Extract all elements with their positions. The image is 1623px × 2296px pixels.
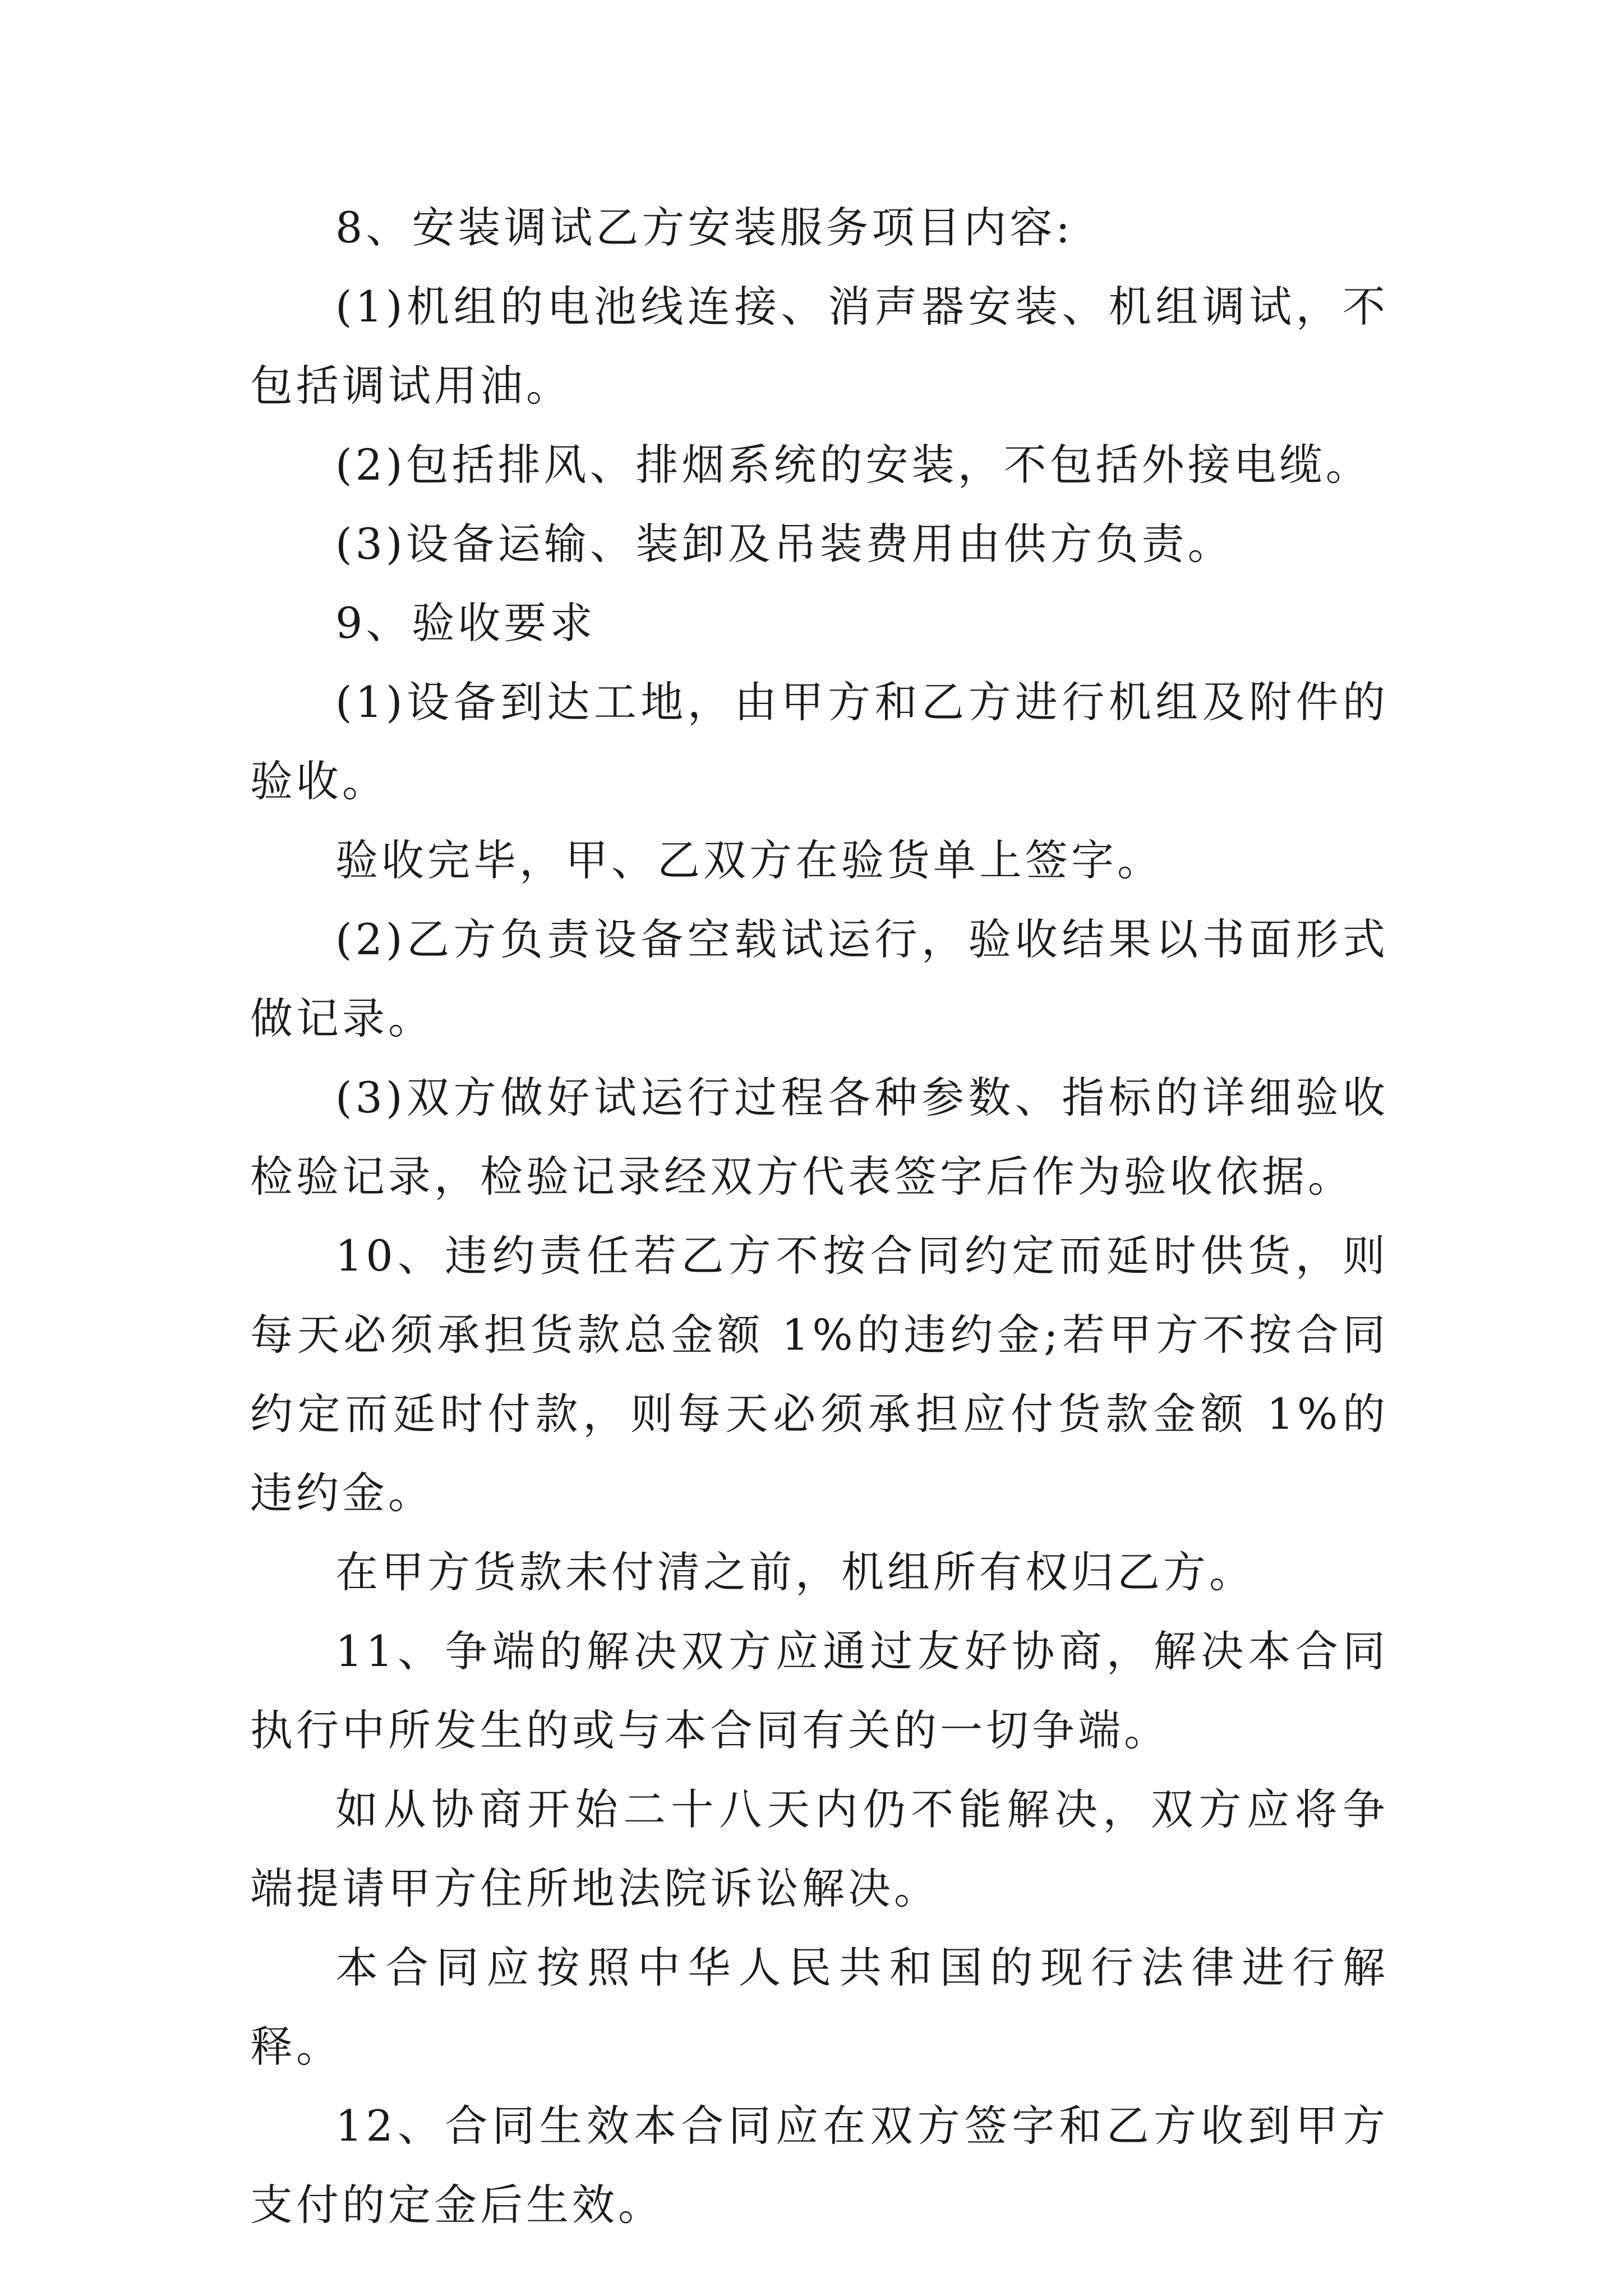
clause-9-heading: 9、验收要求 <box>335 598 596 648</box>
clause-11-litigation: 如从协商开始二十八天内仍不能解决，双方应将争端提请甲方住所地法院诉讼解决。 <box>250 1784 1389 1913</box>
clause-9-item-1: (1)设备到达工地，由甲方和乙方进行机组及附件的验收。 <box>250 677 1389 806</box>
clause-10-ownership: 在甲方货款未付清之前，机组所有权归乙方。 <box>335 1547 1255 1597</box>
clause-8-heading: 8、安装调试乙方安装服务项目内容: <box>335 203 1073 252</box>
clause-8-item-3: (3)设备运输、装卸及吊装费用由供方负责。 <box>335 519 1234 569</box>
clause-11-disputes: 11、争端的解决双方应通过友好协商，解决本合同执行中所发生的或与本合同有关的一切争端。 <box>250 1626 1389 1755</box>
document-body <box>250 188 1389 2244</box>
clause-9-item-2: (2)乙方负责设备空载试运行，验收结果以书面形式做记录。 <box>250 914 1389 1043</box>
clause-9-item-3: (3)双方做好试运行过程各种参数、指标的详细验收检验记录，检验记录经双方代表签字后作为验收依据。 <box>250 1073 1389 1202</box>
clause-10-liability: 10、违约责任若乙方不按合同约定而延时供货，则每天必须承担货款总金额 1%的违约金;若甲方不按合同约定而延时付款，则每天必须承担应付货款金额 1%的违约金。 <box>250 1231 1389 1518</box>
clause-11-governing-law: 本合同应按照中华人民共和国的现行法律进行解释。 <box>250 1943 1389 2072</box>
clause-12-effectiveness: 12、合同生效本合同应在双方签字和乙方收到甲方支付的定金后生效。 <box>250 2101 1389 2230</box>
clause-9-signoff: 验收完毕，甲、乙双方在验货单上签字。 <box>335 835 1163 885</box>
clause-8-item-2: (2)包括排风、排烟系统的安装，不包括外接电缆。 <box>335 440 1372 490</box>
clause-8-item-1: (1)机组的电池线连接、消声器安装、机组调试，不包括调试用油。 <box>250 282 1389 411</box>
